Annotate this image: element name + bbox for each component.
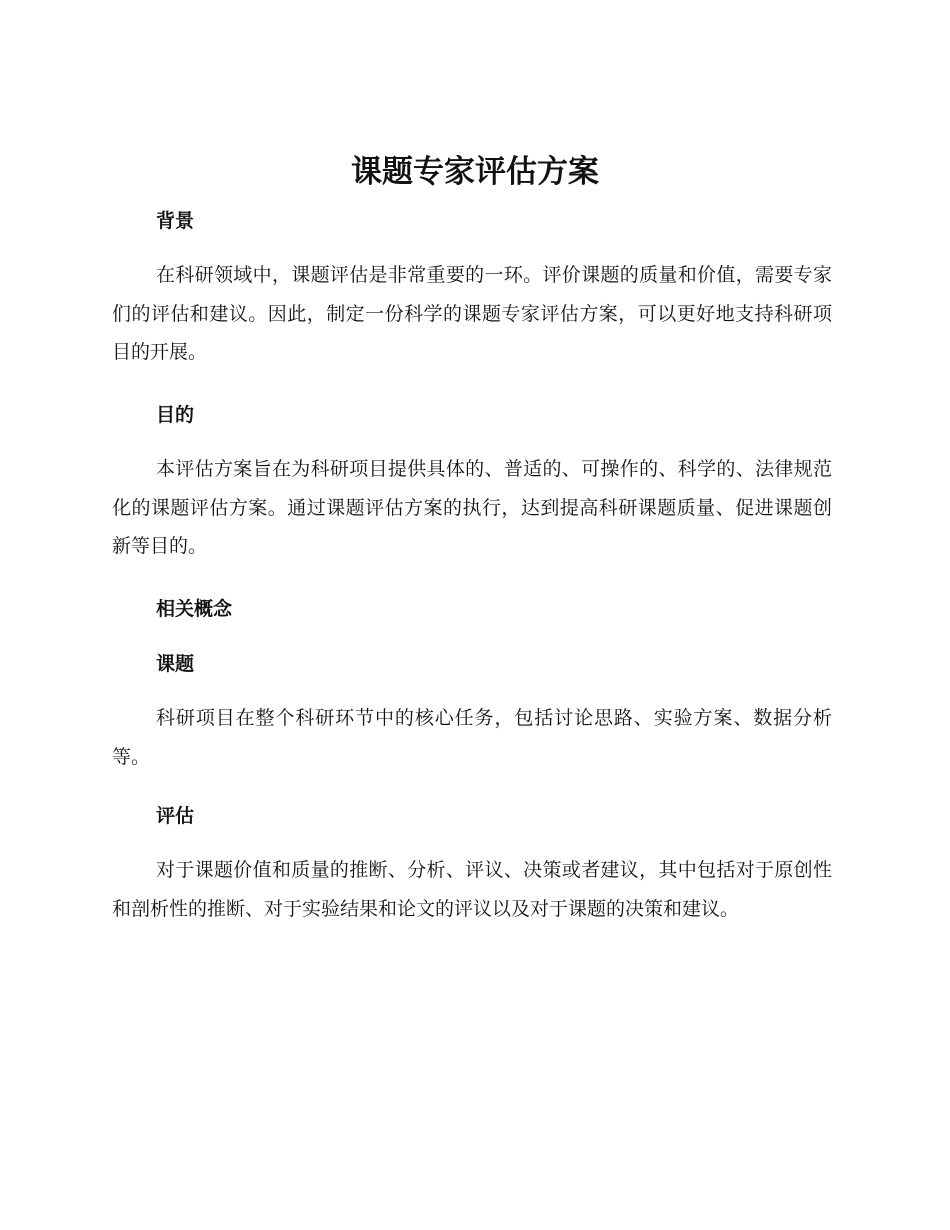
section-heading-purpose: 目的 [156,404,195,426]
section-heading-background: 背景 [156,210,195,232]
subsection-heading-evaluation: 评估 [156,805,195,827]
subsection-heading-topic: 课题 [156,653,195,675]
section-body-background: 在科研领域中，课题评估是非常重要的一环。评价课题的质量和价值，需要专家们的评估和建议。因此，制定一份科学的课题专家评估方案，可以更好地支持科研项目的开展。 [112,264,832,363]
subsection-body-topic: 科研项目在整个科研环节中的核心任务，包括讨论思路、实验方案、数据分析等。 [112,707,832,768]
document-title: 课题专家评估方案 [351,154,599,190]
section-body-purpose: 本评估方案旨在为科研项目提供具体的、普适的、可操作的、科学的、法律规范化的课题评估方案。通过课题评估方案的执行，达到提高科研课题质量、促进课题创新等目的。 [112,458,832,557]
subsection-body-evaluation: 对于课题价值和质量的推断、分析、评议、决策或者建议，其中包括对于原创性和剖析性的推断、对于实验结果和论文的评议以及对于课题的决策和建议。 [112,859,832,920]
section-heading-concepts: 相关概念 [156,598,233,620]
